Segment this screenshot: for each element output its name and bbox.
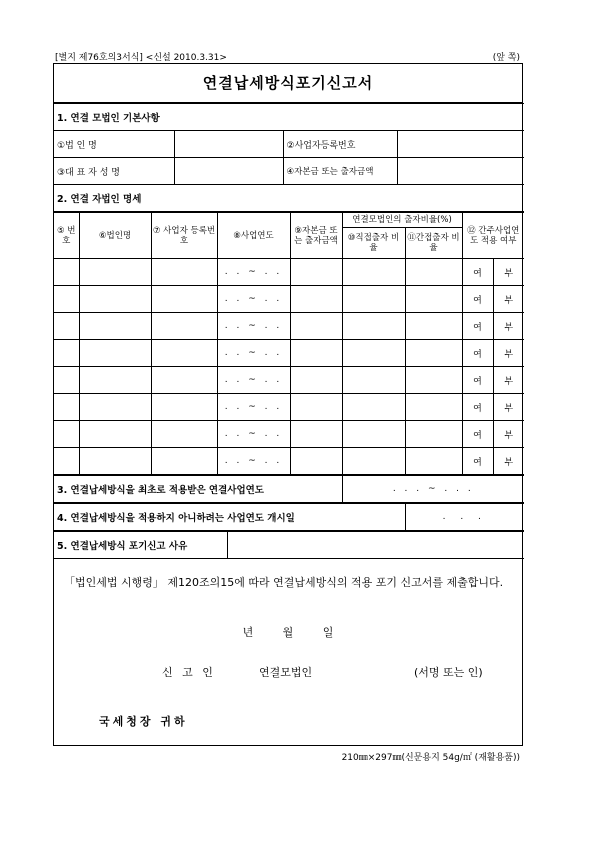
apply-yes[interactable]: 여 (462, 340, 493, 367)
apply-no[interactable]: 부 (493, 286, 524, 313)
table-row (54, 313, 524, 340)
col-direct: ⑩직접출자 비 율 (342, 228, 405, 259)
rep-name-field[interactable] (174, 158, 283, 185)
capital-label: ④자본금 또는 출자금액 (283, 158, 397, 185)
biz-reg-cell[interactable] (151, 313, 217, 340)
period-cell[interactable]: . . ~ . . (217, 313, 290, 340)
apply-yes[interactable]: 여 (462, 286, 493, 313)
period-cell[interactable]: . . ~ . . (217, 367, 290, 394)
corp-name-field[interactable] (174, 131, 283, 158)
direct-ratio-cell[interactable] (342, 421, 405, 448)
no-cell[interactable] (54, 448, 79, 475)
capital-cell[interactable] (290, 448, 342, 475)
apply-no[interactable]: 부 (493, 367, 524, 394)
no-cell[interactable] (54, 259, 79, 286)
indirect-ratio-cell[interactable] (405, 313, 462, 340)
no-cell[interactable] (54, 421, 79, 448)
col-no: ⑤ 번호 (54, 213, 79, 259)
form-title: 연결납세방식포기신고서 (54, 64, 522, 103)
section2-table (54, 212, 524, 475)
section5-label: 5. 연결납세방식 포기신고 사유 (54, 532, 227, 559)
no-cell[interactable] (54, 367, 79, 394)
table-row (54, 367, 524, 394)
direct-ratio-cell[interactable] (342, 367, 405, 394)
declaration-text: 「법인세법 시행령」 제120조의15에 따라 연결납세방식의 적용 포기 신고서를 제출합니다. (64, 576, 504, 589)
col-indirect: ⑪간접출자 비 율 (405, 228, 462, 259)
direct-ratio-cell[interactable] (342, 394, 405, 421)
addressee: 국세청장 귀하 (99, 715, 188, 728)
period-cell[interactable]: . . ~ . . (217, 340, 290, 367)
no-cell[interactable] (54, 286, 79, 313)
col-fiscal-year: ⑧사업연도 (217, 213, 290, 259)
biz-reg-label: ②사업자등록번호 (283, 131, 397, 158)
period-cell[interactable]: . . ~ . . (217, 259, 290, 286)
apply-yes[interactable]: 여 (462, 367, 493, 394)
table-row (54, 340, 524, 367)
table-row (54, 421, 524, 448)
capital-cell[interactable] (290, 340, 342, 367)
biz-reg-cell[interactable] (151, 340, 217, 367)
section5-table (54, 531, 524, 559)
direct-ratio-cell[interactable] (342, 340, 405, 367)
report-form (53, 63, 523, 746)
apply-yes[interactable]: 여 (462, 313, 493, 340)
corp-name-cell[interactable] (79, 394, 151, 421)
apply-no[interactable]: 부 (493, 340, 524, 367)
direct-ratio-cell[interactable] (342, 259, 405, 286)
corp-name-label: ①법 인 명 (54, 131, 174, 158)
period-cell[interactable]: . . ~ . . (217, 286, 290, 313)
direct-ratio-cell[interactable] (342, 313, 405, 340)
indirect-ratio-cell[interactable] (405, 259, 462, 286)
apply-yes[interactable]: 여 (462, 448, 493, 475)
no-cell[interactable] (54, 394, 79, 421)
apply-yes[interactable]: 여 (462, 394, 493, 421)
rep-name-label: ③대 표 자 성 명 (54, 158, 174, 185)
section34-table (54, 475, 524, 503)
date-line: 년 월 일 (242, 626, 334, 639)
section2-heading: 2. 연결 자법인 명세 (54, 185, 524, 212)
corp-name-cell[interactable] (79, 286, 151, 313)
capital-cell[interactable] (290, 259, 342, 286)
biz-reg-cell[interactable] (151, 259, 217, 286)
section4-label: 4. 연결납세방식을 적용하지 아니하려는 사업연도 개시일 (54, 504, 405, 531)
table-row (54, 448, 524, 475)
apply-no[interactable]: 부 (493, 421, 524, 448)
apply-no[interactable]: 부 (493, 394, 524, 421)
biz-reg-cell[interactable] (151, 394, 217, 421)
indirect-ratio-cell[interactable] (405, 421, 462, 448)
apply-no[interactable]: 부 (493, 313, 524, 340)
indirect-ratio-cell[interactable] (405, 367, 462, 394)
signature-seal: (서명 또는 인) (414, 666, 483, 679)
apply-no[interactable]: 부 (493, 259, 524, 286)
biz-reg-cell[interactable] (151, 286, 217, 313)
table-row (54, 286, 524, 313)
period-cell[interactable]: . . ~ . . (217, 448, 290, 475)
table-row (54, 259, 524, 286)
period-cell[interactable]: . . ~ . . (217, 421, 290, 448)
biz-reg-cell[interactable] (151, 448, 217, 475)
capital-cell[interactable] (290, 313, 342, 340)
col-ratio-group: 연결모법인의 출자비율(%) (342, 213, 462, 228)
indirect-ratio-cell[interactable] (405, 286, 462, 313)
corp-name-cell[interactable] (79, 313, 151, 340)
period-cell[interactable]: . . ~ . . (217, 394, 290, 421)
biz-reg-field[interactable] (397, 131, 524, 158)
biz-reg-cell[interactable] (151, 421, 217, 448)
section1-table (54, 103, 524, 212)
section4-table (54, 503, 524, 531)
form-reference: [별지 제76호의3서식] <신설 2010.3.31> (55, 53, 227, 63)
section5-field[interactable] (227, 532, 524, 559)
no-cell[interactable] (54, 340, 79, 367)
apply-yes[interactable]: 여 (462, 259, 493, 286)
indirect-ratio-cell[interactable] (405, 340, 462, 367)
col-corp-name: ⑥법인명 (79, 213, 151, 259)
reporter-label: 신 고 인 (162, 666, 216, 679)
col-capital: ⑨자본금 또는 출자금액 (290, 213, 342, 259)
direct-ratio-cell[interactable] (342, 286, 405, 313)
section3-value[interactable]: . . . ~ . . . (342, 476, 524, 503)
corp-name-cell[interactable] (79, 421, 151, 448)
capital-cell[interactable] (290, 394, 342, 421)
capital-field[interactable] (397, 158, 524, 185)
apply-no[interactable]: 부 (493, 448, 524, 475)
table-row (54, 394, 524, 421)
corp-name-cell[interactable] (79, 340, 151, 367)
direct-ratio-cell[interactable] (342, 448, 405, 475)
capital-cell[interactable] (290, 286, 342, 313)
no-cell[interactable] (54, 313, 79, 340)
corp-name-cell[interactable] (79, 367, 151, 394)
section4-value[interactable]: . . . (405, 504, 524, 531)
corp-name-cell[interactable] (79, 448, 151, 475)
section1-heading: 1. 연결 모법인 기본사항 (54, 104, 524, 131)
section3-label: 3. 연결납세방식을 최초로 적용받은 연결사업연도 (54, 476, 342, 503)
col-apply: ⑫ 간주사업연도 적용 여부 (462, 213, 524, 259)
paper-spec: 210㎜×297㎜(신문용지 54g/㎡ (재활용품)) (341, 753, 520, 763)
indirect-ratio-cell[interactable] (405, 448, 462, 475)
corp-name-cell[interactable] (79, 259, 151, 286)
biz-reg-cell[interactable] (151, 367, 217, 394)
col-biz-reg: ⑦ 사업자 등록번호 (151, 213, 217, 259)
page-side: (앞 쪽) (492, 53, 520, 63)
parent-corp-label: 연결모법인 (259, 666, 313, 679)
capital-cell[interactable] (290, 421, 342, 448)
capital-cell[interactable] (290, 367, 342, 394)
apply-yes[interactable]: 여 (462, 421, 493, 448)
indirect-ratio-cell[interactable] (405, 394, 462, 421)
